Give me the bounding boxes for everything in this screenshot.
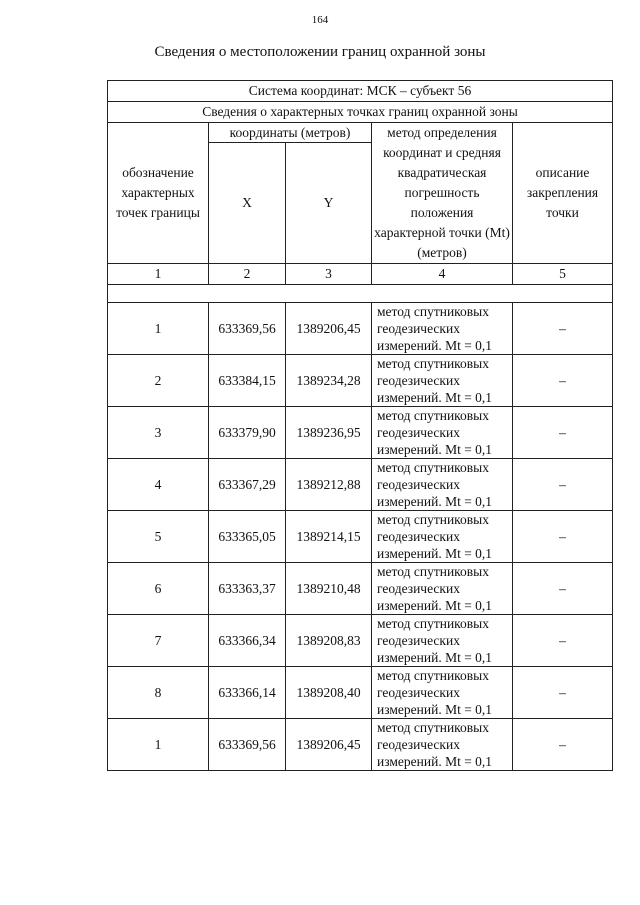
- method-cell: метод спутниковых геодезических измерений. Mt = 0,1: [372, 355, 513, 407]
- table-row: [108, 563, 613, 615]
- column-numbers-row: [108, 264, 613, 285]
- x-coordinate-cell: 633367,29: [209, 459, 286, 511]
- method-cell: метод спутниковых геодезических измерений. Mt = 0,1: [372, 407, 513, 459]
- column-number: 1: [108, 264, 209, 285]
- x-coordinate-cell: 633379,90: [209, 407, 286, 459]
- method-cell: метод спутниковых геодезических измерений. Mt = 0,1: [372, 511, 513, 563]
- column-number: 4: [372, 264, 513, 285]
- fixing-cell: –: [513, 511, 613, 563]
- fixing-cell: –: [513, 667, 613, 719]
- table-row: [108, 459, 613, 511]
- x-coordinate-cell: 633366,14: [209, 667, 286, 719]
- header-fixing: описание закрепления точки: [513, 123, 613, 264]
- y-coordinate-cell: 1389206,45: [286, 719, 372, 771]
- y-coordinate-cell: 1389210,48: [286, 563, 372, 615]
- table-row: [108, 615, 613, 667]
- table-row: [108, 407, 613, 459]
- y-coordinate-cell: 1389208,40: [286, 667, 372, 719]
- y-coordinate-cell: 1389206,45: [286, 303, 372, 355]
- fixing-cell: –: [513, 459, 613, 511]
- fixing-cell: –: [513, 355, 613, 407]
- page-number: 164: [311, 14, 329, 26]
- x-coordinate-cell: 633365,05: [209, 511, 286, 563]
- document-title: Сведения о местоположении границ охранной зоны: [154, 44, 486, 60]
- empty-spacer-row: [108, 285, 613, 303]
- coordinate-system-row: [108, 81, 613, 102]
- column-number: 5: [513, 264, 613, 285]
- method-cell: метод спутниковых геодезических измерений. Mt = 0,1: [372, 303, 513, 355]
- header-coordinates: координаты (метров): [209, 123, 372, 143]
- header-x: X: [209, 143, 286, 264]
- header-method: метод определения координат и средняя квадратическая погрешность положения характерной точки (Mt) (метров): [372, 123, 513, 264]
- fixing-cell: –: [513, 719, 613, 771]
- y-coordinate-cell: 1389212,88: [286, 459, 372, 511]
- header-y: Y: [286, 143, 372, 264]
- method-cell: метод спутниковых геодезических измерений. Mt = 0,1: [372, 563, 513, 615]
- x-coordinate-cell: 633363,37: [209, 563, 286, 615]
- point-number-cell: 8: [108, 667, 209, 719]
- fixing-cell: –: [513, 303, 613, 355]
- point-number-cell: 7: [108, 615, 209, 667]
- x-coordinate-cell: 633369,56: [209, 303, 286, 355]
- table-row: [108, 667, 613, 719]
- point-number-cell: 2: [108, 355, 209, 407]
- fixing-cell: –: [513, 407, 613, 459]
- table-row: [108, 303, 613, 355]
- method-cell: метод спутниковых геодезических измерений. Mt = 0,1: [372, 719, 513, 771]
- coordinate-system-cell: Система координат: МСК – субъект 56: [108, 81, 613, 102]
- point-number-cell: 1: [108, 719, 209, 771]
- section-title-cell: Сведения о характерных точках границ охранной зоны: [108, 102, 613, 123]
- table-row: [108, 355, 613, 407]
- column-number: 3: [286, 264, 372, 285]
- table-body: [108, 81, 613, 771]
- y-coordinate-cell: 1389236,95: [286, 407, 372, 459]
- section-title-row: [108, 102, 613, 123]
- point-number-cell: 3: [108, 407, 209, 459]
- point-number-cell: 4: [108, 459, 209, 511]
- fixing-cell: –: [513, 563, 613, 615]
- fixing-cell: –: [513, 615, 613, 667]
- table-row: [108, 719, 613, 771]
- method-cell: метод спутниковых геодезических измерений. Mt = 0,1: [372, 615, 513, 667]
- point-number-cell: 1: [108, 303, 209, 355]
- boundary-points-table: [107, 80, 613, 771]
- x-coordinate-cell: 633384,15: [209, 355, 286, 407]
- empty-spacer-cell: [108, 285, 613, 303]
- point-number-cell: 6: [108, 563, 209, 615]
- table-row: [108, 511, 613, 563]
- x-coordinate-cell: 633366,34: [209, 615, 286, 667]
- header-row: [108, 123, 613, 143]
- header-point-designation: обозначение характерных точек границы: [108, 123, 209, 264]
- column-number: 2: [209, 264, 286, 285]
- y-coordinate-cell: 1389208,83: [286, 615, 372, 667]
- method-cell: метод спутниковых геодезических измерений. Mt = 0,1: [372, 667, 513, 719]
- method-cell: метод спутниковых геодезических измерений. Mt = 0,1: [372, 459, 513, 511]
- point-number-cell: 5: [108, 511, 209, 563]
- y-coordinate-cell: 1389214,15: [286, 511, 372, 563]
- y-coordinate-cell: 1389234,28: [286, 355, 372, 407]
- x-coordinate-cell: 633369,56: [209, 719, 286, 771]
